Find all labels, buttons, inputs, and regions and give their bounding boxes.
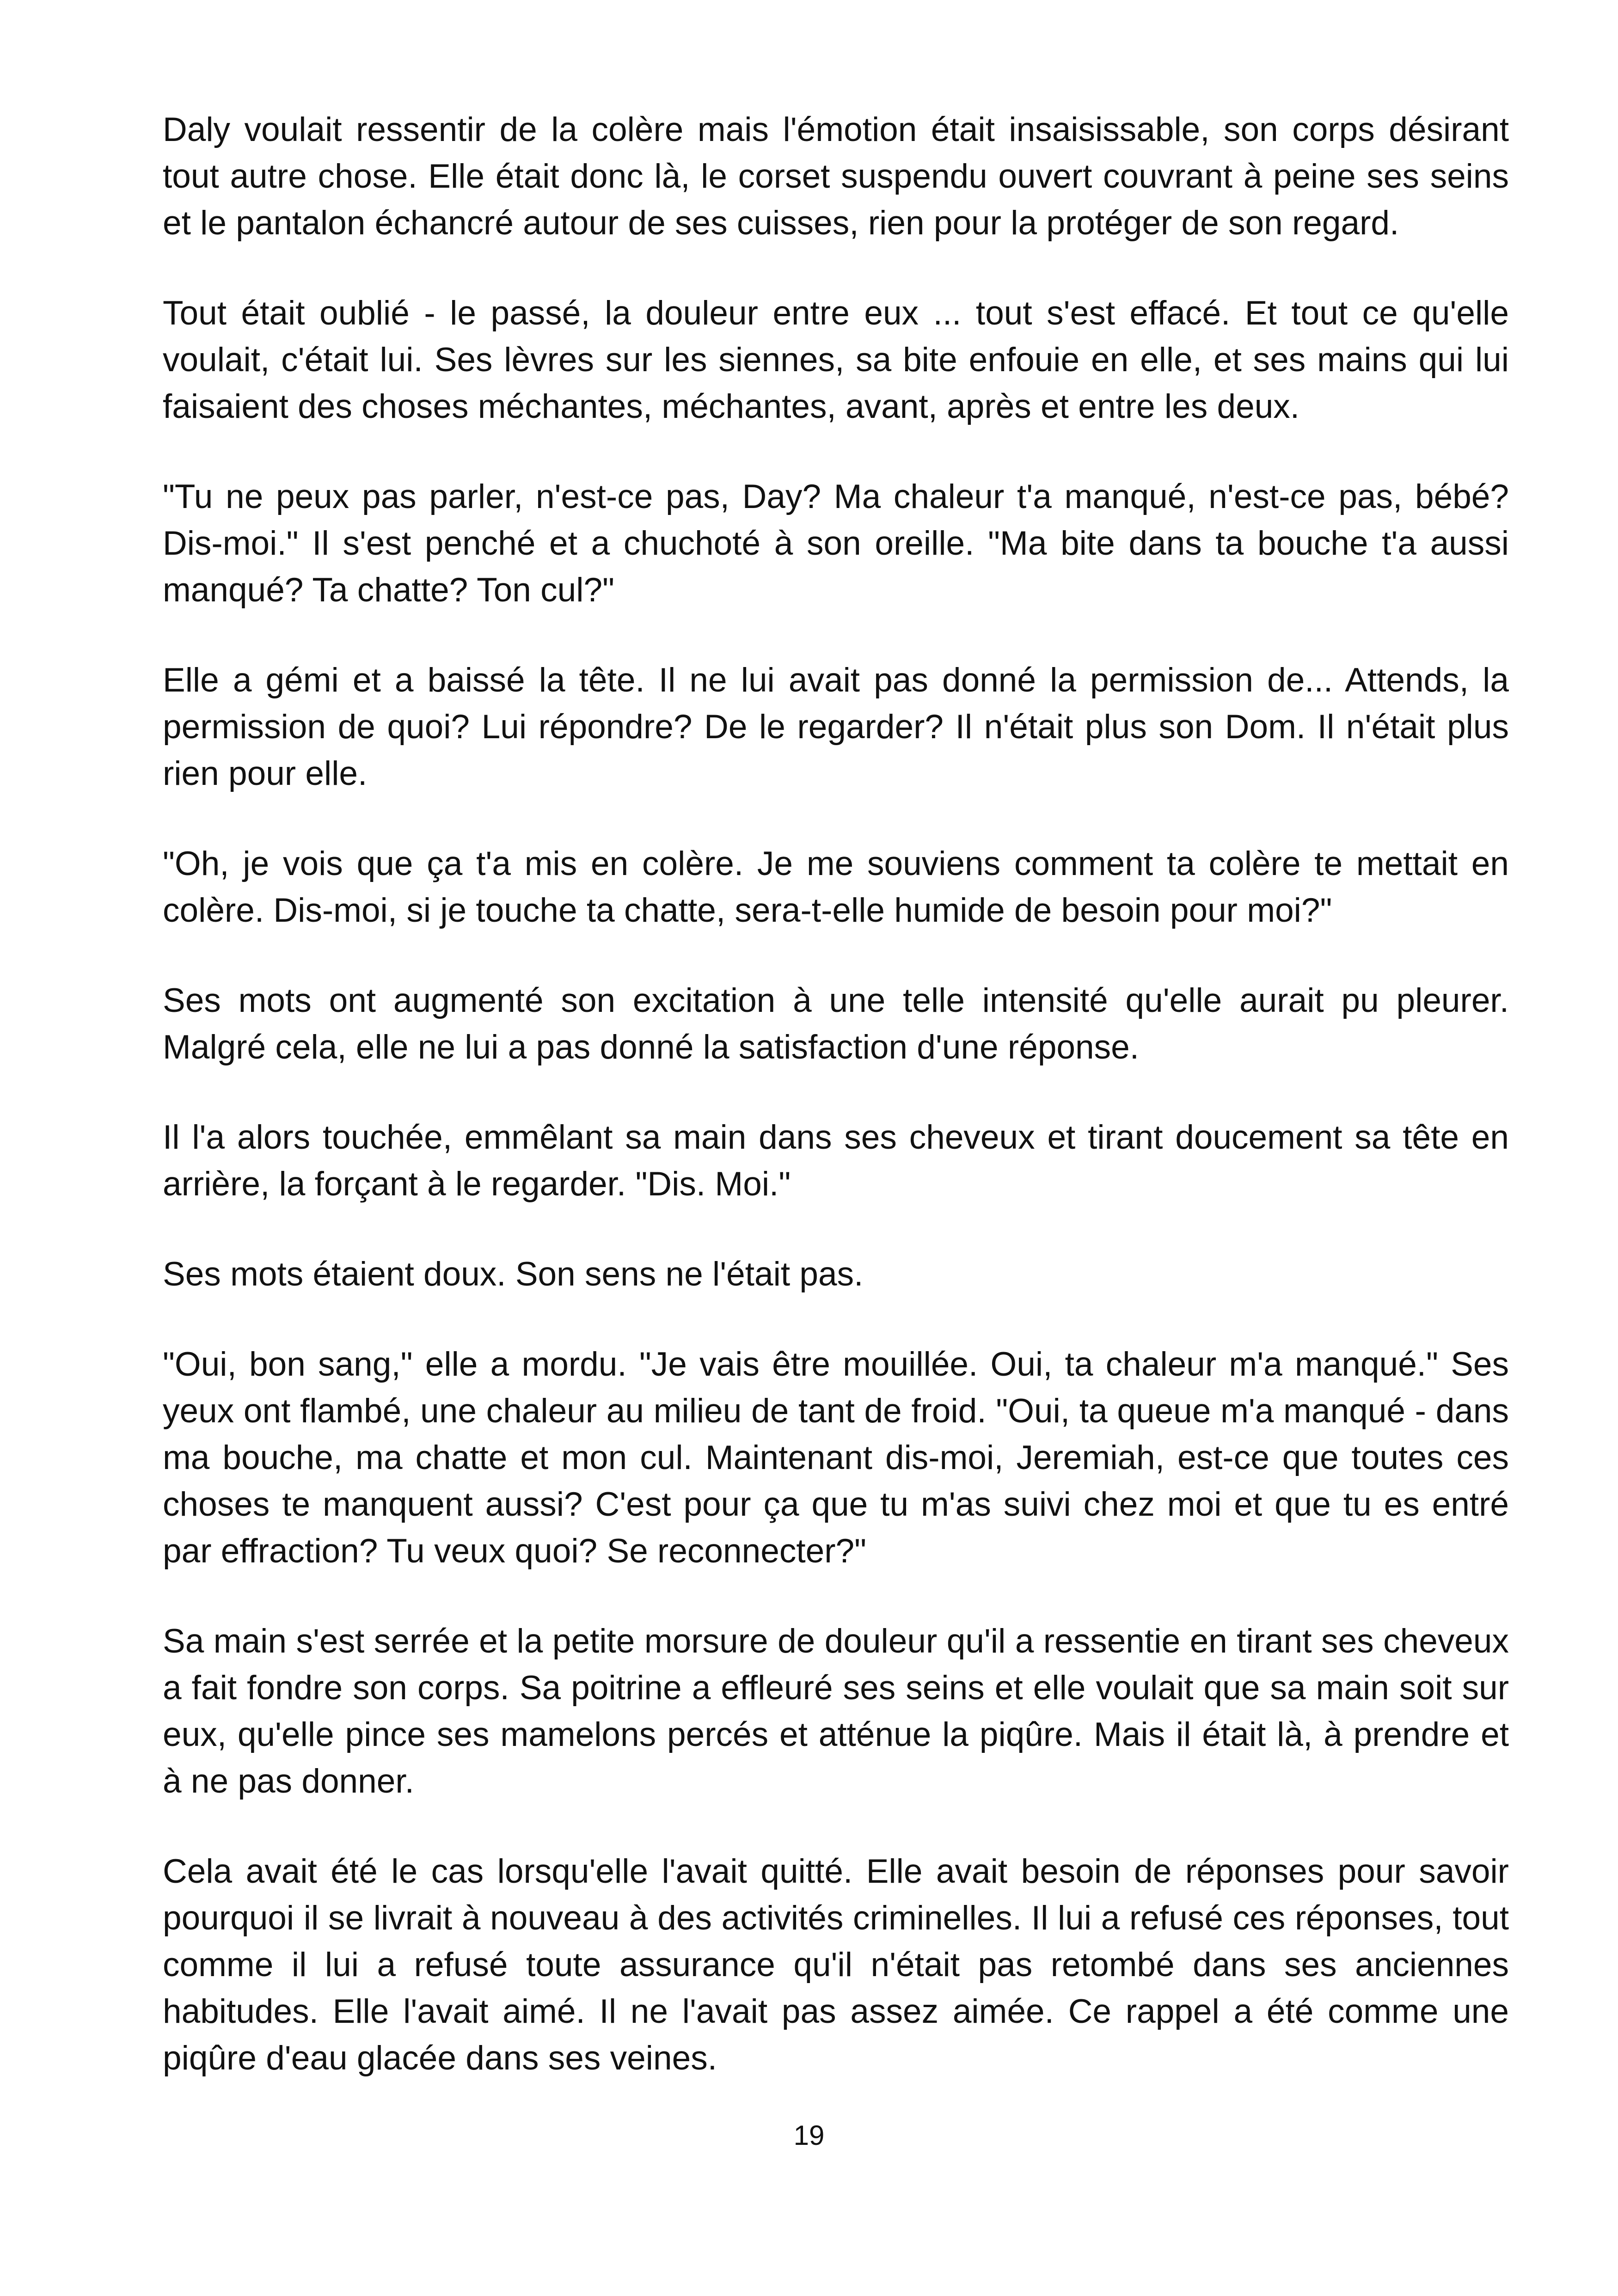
paragraph: Ses mots étaient doux. Son sens ne l'était pas. [163,1255,864,1293]
paragraph: Elle a gémi et a baissé la tête. Il ne lui avait pas donné la permission de... Attends, la permission de quoi? Lui répondre? De le regarder? Il n'était plus son Dom. Il n'était plus rien pour elle. [163,661,1509,792]
paragraph: Daly voulait ressentir de la colère mais l'émotion était insaisissable, son corps désirant tout autre chose. Elle était donc là, le corset suspendu ouvert couvrant à peine ses seins et le pantalon échancré autour de ses cuisses, rien pour la protéger de son regard. [163,111,1509,242]
paragraph: "Tu ne peux pas parler, n'est-ce pas, Day? Ma chaleur t'a manqué, n'est-ce pas, bébé? Dis-moi." Il s'est penché et a chuchoté à son oreille. "Ma bite dans ta bouche t'a aussi manqué? Ta chatte? Ton cul?" [163,478,1509,609]
paragraph: "Oui, bon sang," elle a mordu. "Je vais être mouillée. Oui, ta chaleur m'a manqué." Ses yeux ont flambé, une chaleur au milieu de tant de froid. "Oui, ta queue m'a manqué - dans ma bouche, ma chatte et mon cul. Maintenant dis-moi, Jeremiah, est-ce que toutes ces choses te manquent aussi? C'est pour ça que tu m'as suivi chez moi et que tu es entré par effraction? Tu veux quoi? Se reconnecter?" [163,1346,1509,1570]
paragraph: Il l'a alors touchée, emmêlant sa main dans ses cheveux et tirant doucement sa tête en arrière, la forçant à le regarder. "Dis. Moi." [163,1119,1509,1203]
paragraph: Sa main s'est serrée et la petite morsure de douleur qu'il a ressentie en tirant ses cheveux a fait fondre son corps. Sa poitrine a effleuré ses seins et elle voulait que sa main soit sur eux, qu'elle pince ses mamelons percés et atténue la piqûre. Mais il était là, à prendre et à ne pas donner. [163,1623,1509,1800]
body-text [163,106,1509,2125]
paragraph: Tout était oublié - le passé, la douleur entre eux ... tout s'est effacé. Et tout ce qu'elle voulait, c'était lui. Ses lèvres sur les siennes, sa bite enfouie en elle, et ses mains qui lui faisaient des choses méchantes, méchantes, avant, après et entre les deux. [163,294,1509,425]
page-number: 19 [793,2120,825,2151]
paragraph: Ses mots ont augmenté son excitation à une telle intensité qu'elle aurait pu pleurer. Malgré cela, elle ne lui a pas donné la satisfaction d'une réponse. [163,982,1509,1066]
paragraph: "Oh, je vois que ça t'a mis en colère. Je me souviens comment ta colère te mettait en colère. Dis-moi, si je touche ta chatte, sera-t-elle humide de besoin pour moi?" [163,845,1509,929]
paragraph: Cela avait été le cas lorsqu'elle l'avait quitté. Elle avait besoin de réponses pour savoir pourquoi il se livrait à nouveau à des activités criminelles. Il lui a refusé ces réponses, tout comme il lui a refusé toute assurance qu'il n'était pas retombé dans ses anciennes habitudes. Elle l'avait aimé. Il ne l'avait pas assez aimée. Ce rappel a été comme une piqûre d'eau glacée dans ses veines. [163,1853,1509,2077]
